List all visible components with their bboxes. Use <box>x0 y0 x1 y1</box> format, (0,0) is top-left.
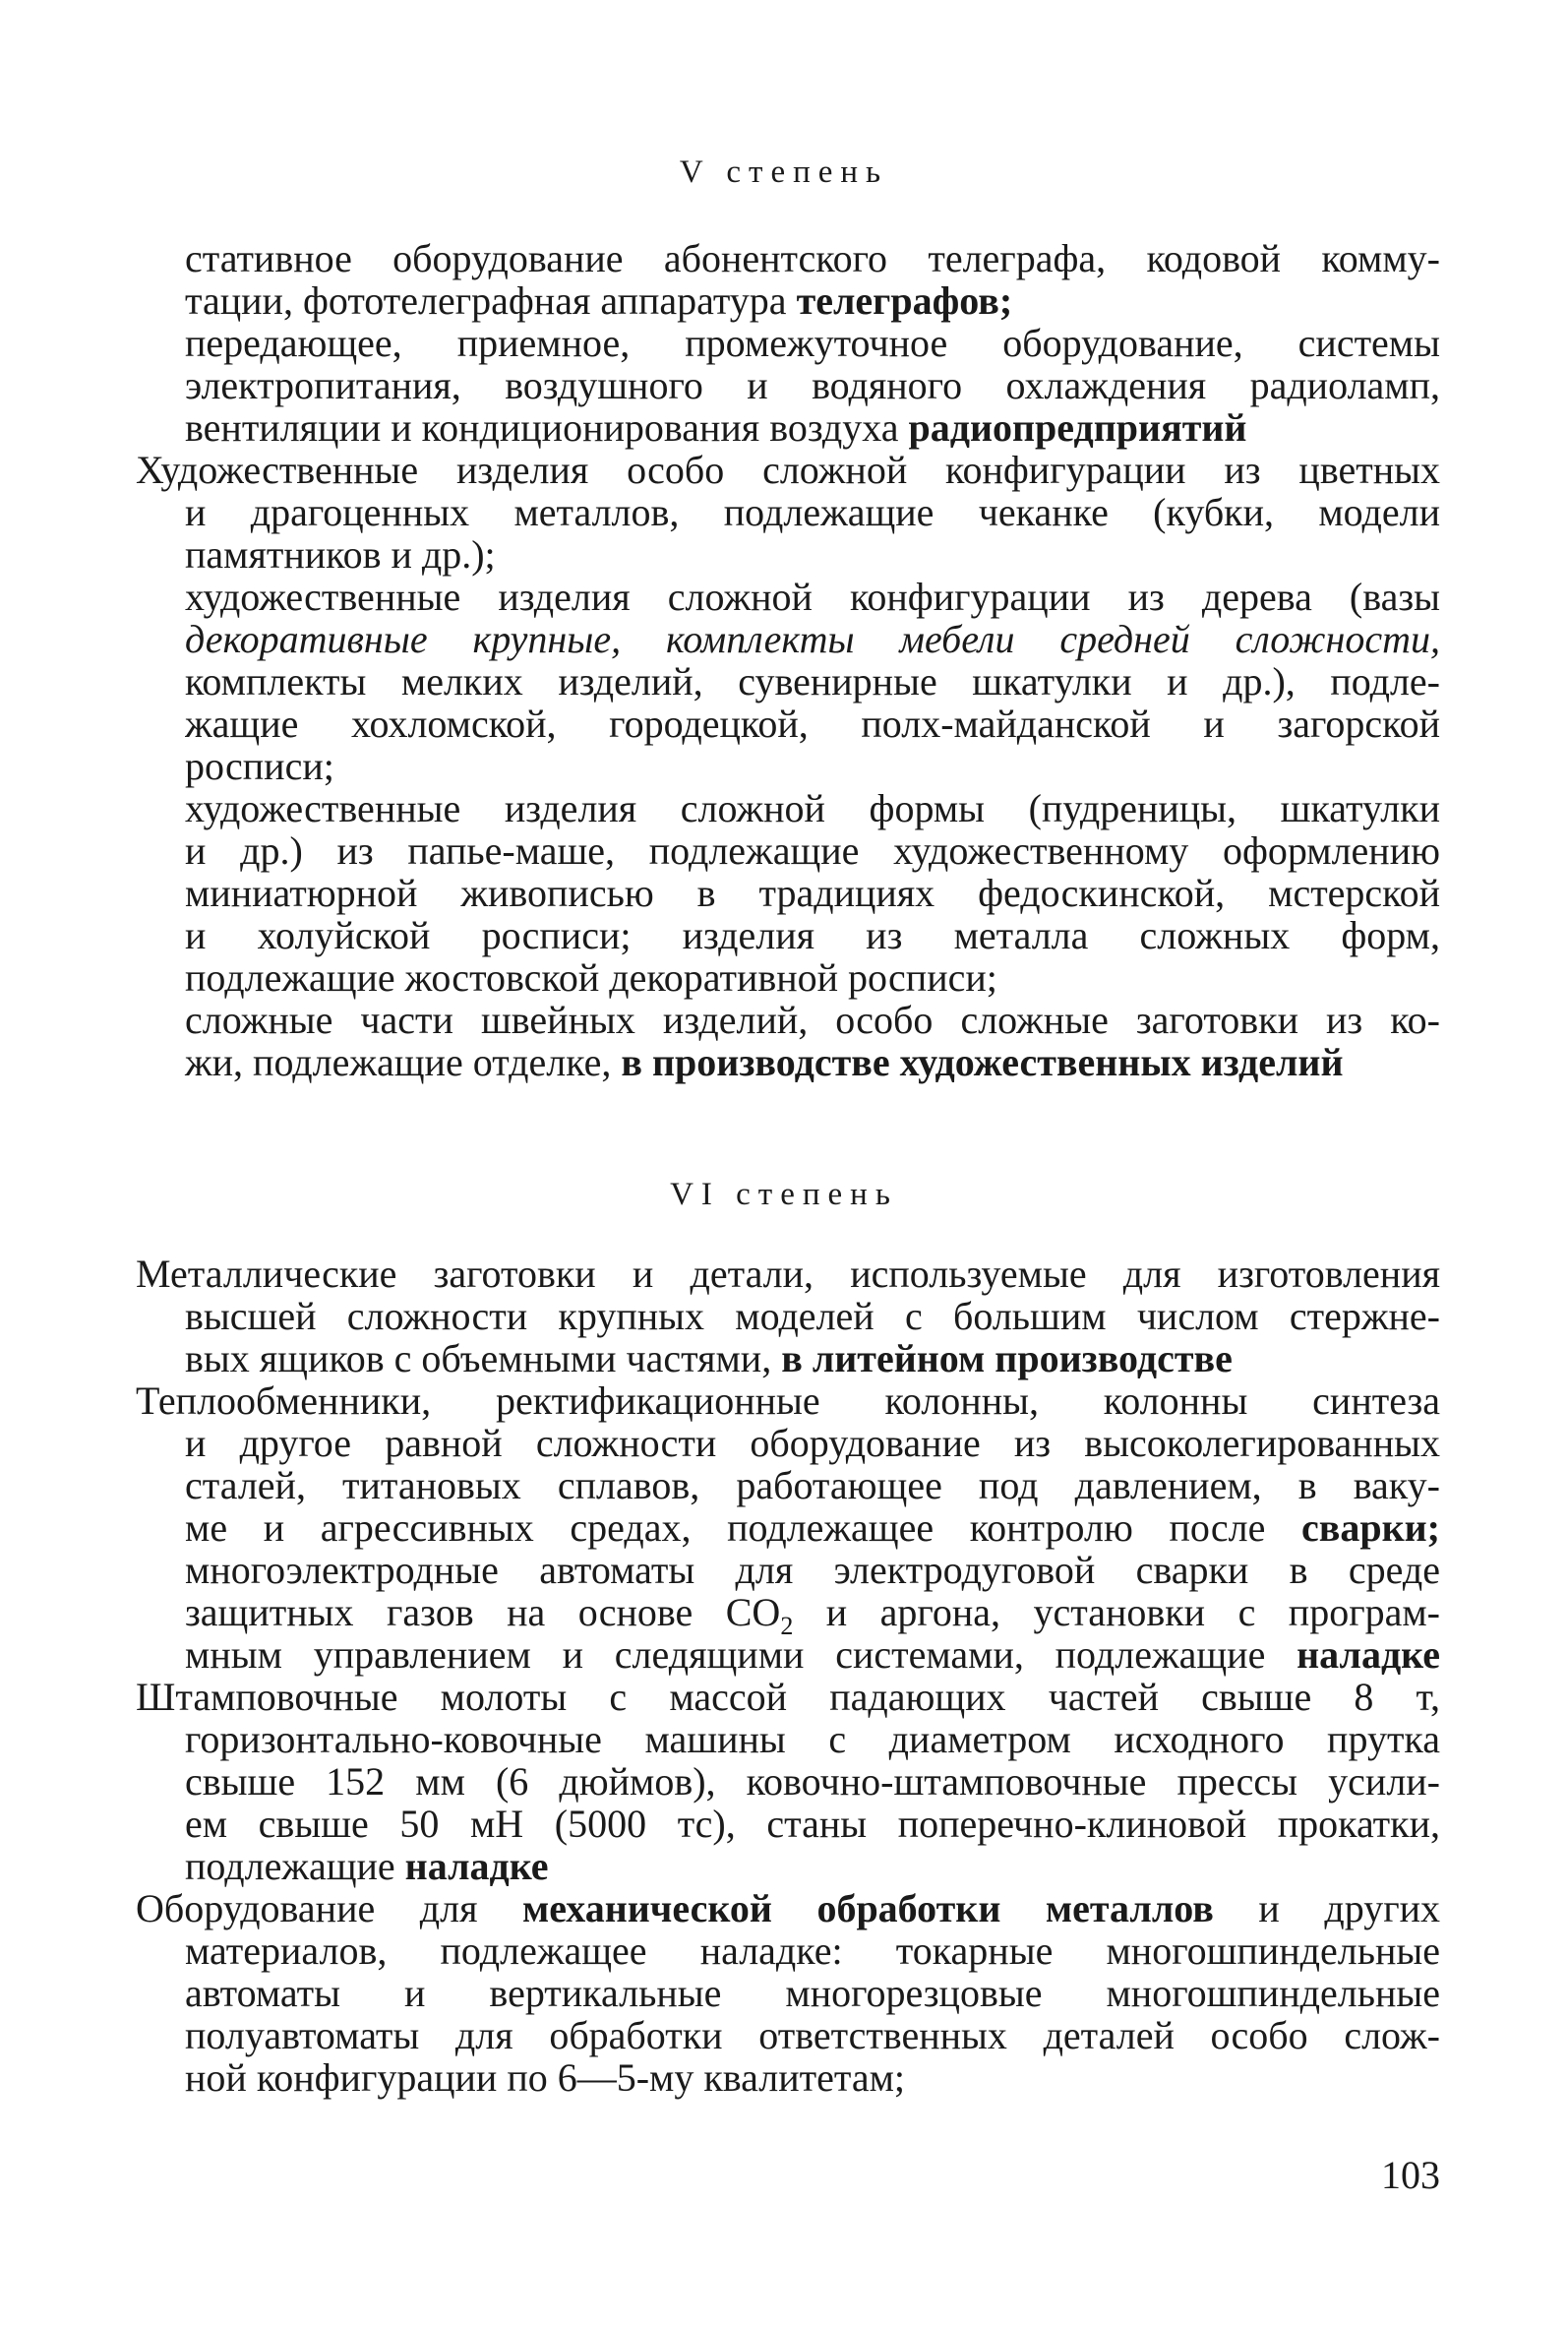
text-line: подлежащие жостовской декоративной росписи; <box>185 955 997 1000</box>
text-line: вентиляции и кондиционирования воздуха радиопредприятий <box>185 405 1247 450</box>
heading-vi-degree: VI степень <box>670 1177 898 1212</box>
text-line: стативное оборудование абонентского телеграфа, кодовой комму- <box>185 236 1440 280</box>
text-line: росписи; <box>185 744 334 788</box>
text-line: и другое равной сложности оборудование из высоколегированных <box>185 1421 1440 1465</box>
text-line: художественные изделия сложной формы (пудреницы, шкатулки <box>185 786 1440 830</box>
text-line: сложные части швейных изделий, особо сложные заготовки из ко- <box>185 998 1440 1042</box>
text-line: Художественные изделия особо сложной конфигурации из цветных <box>136 448 1440 492</box>
text-line: и др.) из папье-маше, подлежащие художественному оформлению <box>185 828 1440 873</box>
text-line: Оборудование для механической обработки металлов и других <box>136 1886 1440 1930</box>
text-line: мным управлением и следящими системами, подлежащие наладке <box>185 1632 1440 1677</box>
text-line: Штамповочные молоты с массой падающих частей свыше 8 т, <box>136 1675 1440 1719</box>
text-line: ем свыше 50 мН (5000 тс), станы поперечно-клиновой прокатки, <box>185 1802 1440 1846</box>
text-line: защитных газов на основе $CO_2$ и аргона, установки с програм- <box>185 1590 1440 1634</box>
text-line: ной конфигурации по 6—5-му квалитетам; <box>185 2055 906 2100</box>
text-line: ме и агрессивных средах, подлежащее контролю после сварки; <box>185 1505 1440 1550</box>
text-line: комплекты мелких изделий, сувенирные шкатулки и др.), подле- <box>185 659 1440 704</box>
text-line: жащие хохломской, городецкой, полх-майданской и загорской <box>185 702 1440 746</box>
text-line: свыше 152 мм (6 дюймов), ковочно-штамповочные прессы усили- <box>185 1759 1440 1804</box>
page-number: 103 <box>1381 2153 1440 2197</box>
text-line: и холуйской росписи; изделия из металла сложных форм, <box>185 913 1440 957</box>
text-line: подлежащие наладке <box>185 1844 549 1888</box>
text-line: декоративные крупные, комплекты мебели средней сложности, <box>185 617 1440 661</box>
text-line: миниатюрной живописью в традициях федоскинской, мстерской <box>185 871 1440 915</box>
text-line: художественные изделия сложной конфигурации из дерева (вазы <box>185 575 1440 619</box>
text-line: памятников и др.); <box>185 532 496 577</box>
text-line: Теплообменники, ректификационные колонны, колонны синтеза <box>136 1378 1440 1423</box>
text-line: электропитания, воздушного и водяного охлаждения радиоламп, <box>185 363 1440 407</box>
text-line: автоматы и вертикальные многорезцовые многошпиндельные <box>185 1971 1440 2015</box>
text-line: передающее, приемное, промежуточное оборудование, системы <box>185 321 1440 365</box>
text-line: жи, подлежащие отделке, в производстве художественных изделий <box>185 1040 1344 1084</box>
text-line: сталей, титановых сплавов, работающее под давлением, в ваку- <box>185 1463 1440 1507</box>
text-line: горизонтально-ковочные машины с диаметром исходного прутка <box>185 1717 1440 1761</box>
text-line: и драгоценных металлов, подлежащие чеканке (кубки, модели <box>185 490 1440 534</box>
text-line: тации, фототелеграфная аппаратура телеграфов; <box>185 278 1013 323</box>
text-line: полуавтоматы для обработки ответственных деталей особо слож- <box>185 2013 1440 2057</box>
text-line: Металлические заготовки и детали, используемые для изготовления <box>136 1252 1440 1296</box>
text-line: вых ящиков с объемными частями, в литейном производстве <box>185 1336 1233 1380</box>
text-line: высшей сложности крупных моделей с большим числом стержне- <box>185 1294 1440 1338</box>
text-line: материалов, подлежащее наладке: токарные многошпиндельные <box>185 1928 1440 1973</box>
heading-v-degree: V степень <box>679 154 889 190</box>
text-line: многоэлектродные автоматы для электродуговой сварки в среде <box>185 1548 1440 1592</box>
